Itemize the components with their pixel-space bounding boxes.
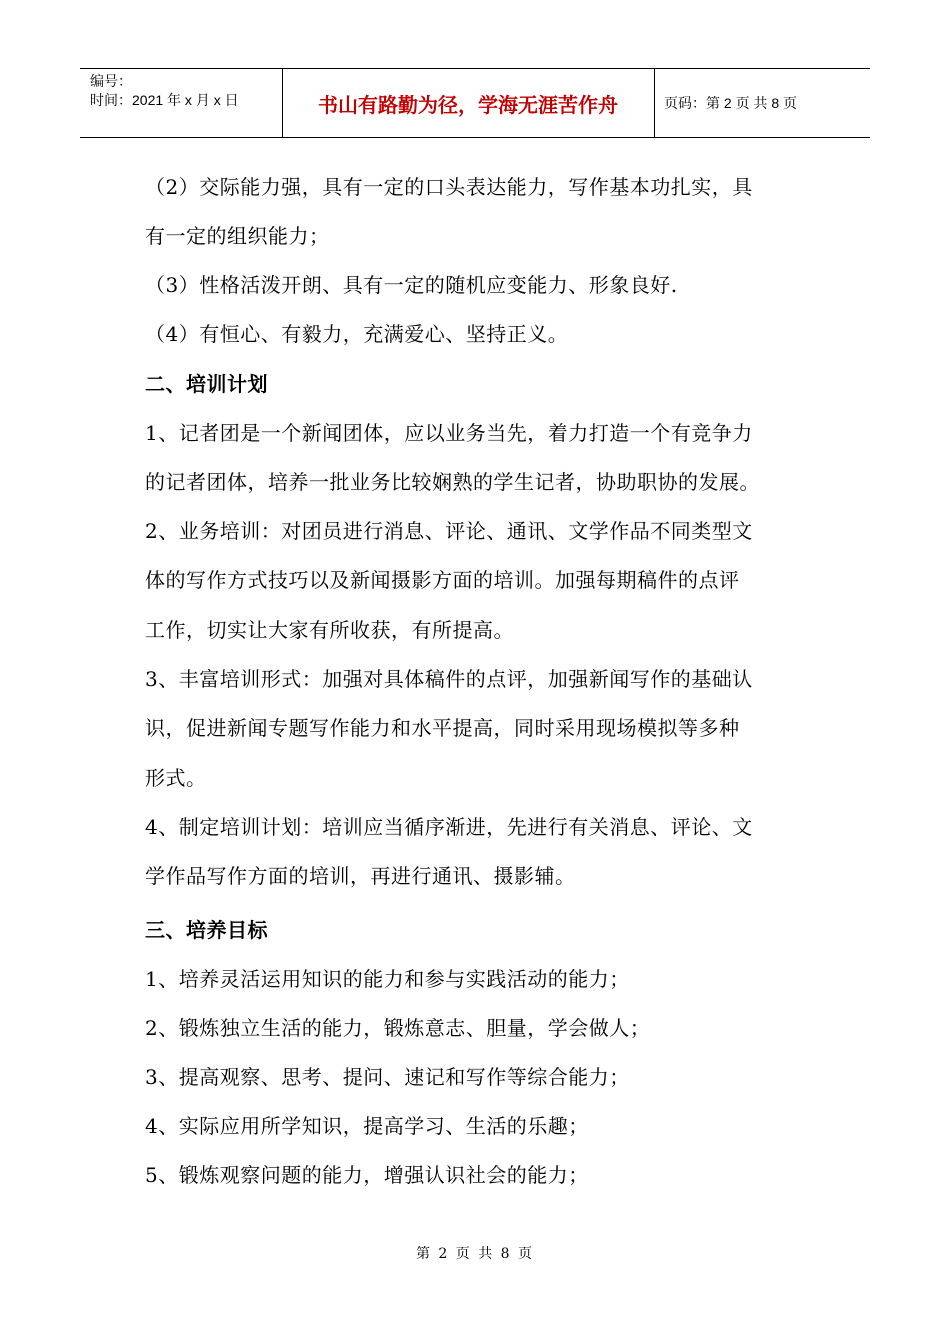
header-meta-cell: [80, 69, 283, 137]
header-page-info: 页码：第 2 页 共 8 页: [664, 95, 798, 111]
document-number-label: 编号：: [90, 73, 132, 89]
paragraph-line: 识，促进新闻专题写作能力和水平提高，同时采用现场模拟等多种: [145, 716, 740, 740]
page-footer-number: 第 2 页 共 8 页: [415, 1246, 535, 1262]
paragraph-line: （3）性格活泼开朗、具有一定的随机应变能力、形象良好.: [145, 273, 678, 297]
paragraph-line: 的记者团体，培养一批业务比较娴熟的学生记者，协助职协的发展。: [145, 470, 760, 494]
paragraph-line: （4）有恒心、有毅力，充满爱心、坚持正义。: [145, 322, 569, 346]
paragraph-line: 3、提高观察、思考、提问、速记和写作等综合能力；: [145, 1065, 630, 1089]
header-motto: 书山有路勤为径，学海无涯苦作舟: [282, 69, 655, 137]
paragraph-line: （2）交际能力强，具有一定的口头表达能力，写作基本功扎实，具: [145, 175, 753, 199]
paragraph-line: 1、记者团是一个新闻团体，应以业务当先，着力打造一个有竞争力: [145, 421, 753, 445]
paragraph-line: 体的写作方式技巧以及新闻摄影方面的培训。加强每期稿件的点评: [145, 568, 740, 592]
paragraph-line: 4、实际应用所学知识，提高学习、生活的乐趣；: [145, 1114, 589, 1138]
paragraph-line: 3、丰富培训形式：加强对具体稿件的点评，加强新闻写作的基础认: [145, 667, 753, 691]
paragraph-line: 4、制定培训计划：培训应当循序渐进，先进行有关消息、评论、文: [145, 815, 753, 839]
paragraph-line: 学作品写作方面的培训，再进行通讯、摄影辅。: [145, 864, 576, 888]
paragraph-line: 工作，切实让大家有所收获，有所提高。: [145, 618, 514, 642]
paragraph-line: 5、锻炼观察问题的能力，增强认识社会的能力；: [145, 1163, 589, 1187]
paragraph-line: 形式。: [145, 766, 207, 790]
paragraph-line: 1、培养灵活运用知识的能力和参与实践活动的能力；: [145, 967, 630, 991]
section-heading: 三、培养目标: [145, 918, 268, 942]
page-header: [80, 68, 870, 138]
paragraph-line: 有一定的组织能力；: [145, 224, 330, 248]
paragraph-line: 2、业务培训：对团员进行消息、评论、通讯、文学作品不同类型文: [145, 519, 753, 543]
paragraph-line: 2、锻炼独立生活的能力，锻炼意志、胆量，学会做人；: [145, 1016, 651, 1040]
document-date-label: 时间：2021 年 x 月 x 日: [90, 92, 239, 108]
section-heading: 二、培训计划: [145, 372, 268, 396]
